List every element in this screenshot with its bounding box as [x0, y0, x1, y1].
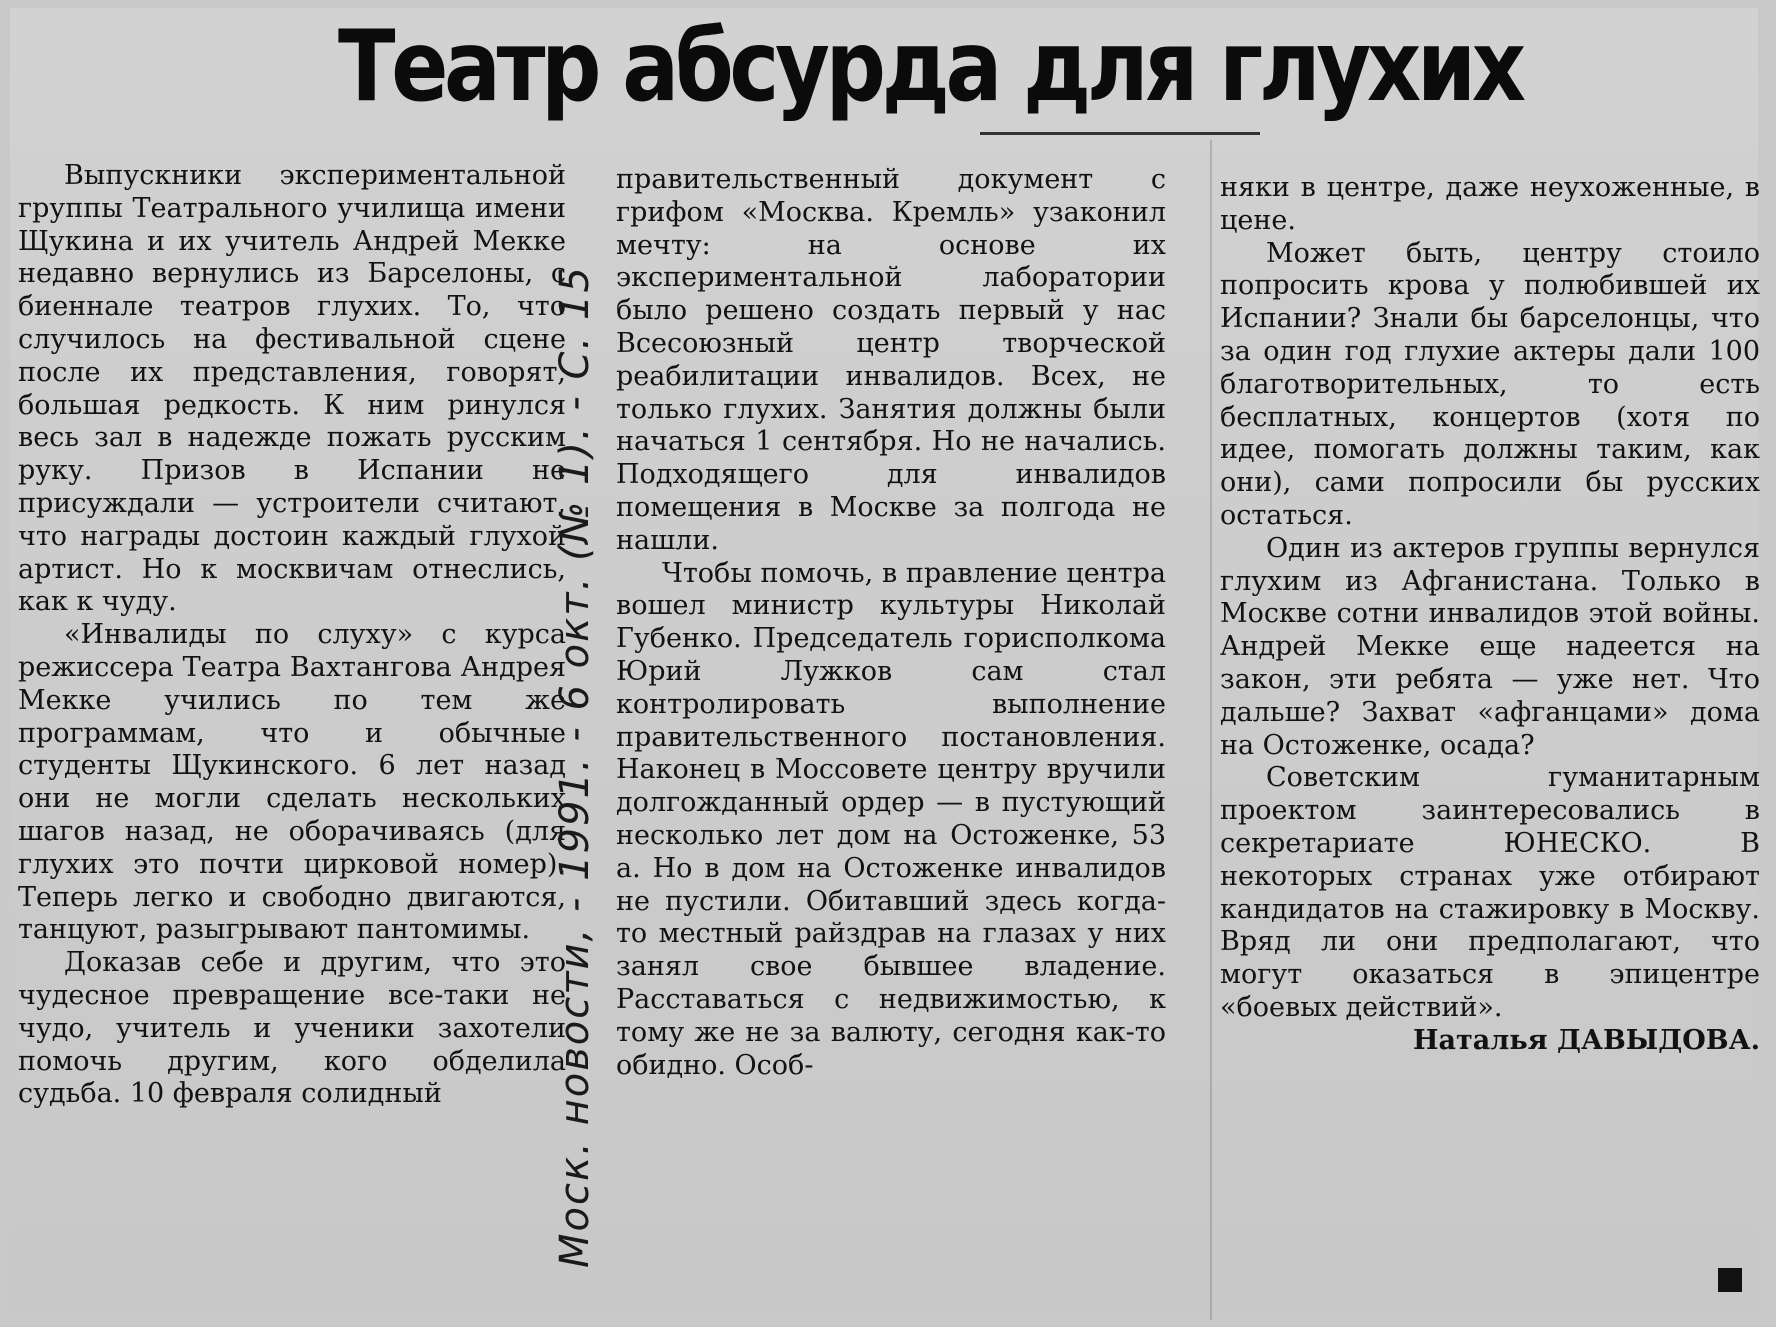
handwritten-source-note: Моск. новости, - 1991. - 6 окт. (№ 1). - С. 15 [552, 265, 598, 1268]
paragraph: Может быть, центру стоило попросить крова у полюбившей их Испании? Знали бы барселонцы, что за один год глухие актеры дали 100 благотворительных, то есть бесплатных, концертов (хотя по идее, помогать должны таким, как они), сами попросили бы русских остаться. [1220, 237, 1760, 531]
article-title: Театр абсурда для глухих [338, 10, 1522, 124]
paragraph: Один из актеров группы вернулся глухим из Афганистана. Только в Москве сотни инвалидов этой войны. Андрей Мекке еще надеется на закон, эти ребята — уже нет. Что дальше? Захват «афганцами» дома на Остоженке, осада? [1220, 532, 1760, 761]
paragraph: «Инвалиды по слуху» с курса режиссера Театра Вахтангова Андрея Мекке учились по тем же программам, что и обычные студенты Щукинского. 6 лет назад они не могли сделать нескольких шагов назад, не оборачиваясь (для глухих это почти цирковой номер). Теперь легко и свободно двигаются, танцуют, разыгрывают пантомимы. [18, 619, 566, 946]
paragraph: Советским гуманитарным проектом заинтересовались в секретариате ЮНЕСКО. В некоторых странах уже отбирают кандидатов на стажировку в Москву. Вряд ли они предполагают, что могут оказаться в эпицентре «боевых действий». [1220, 762, 1760, 1023]
article-column-2 [616, 164, 1166, 1082]
author-byline: Наталья ДАВЫДОВА. [1413, 1024, 1760, 1056]
paragraph: Чтобы помочь, в правление центра вошел министр культуры Николай Губенко. Председатель горисполкома Юрий Лужков сам стал контролировать выполнение правительственного постановления. Наконец в Моссовете центру вручили долгожданный ордер — в пустующий несколько лет дом на Остоженке, 53 а. Но в дом на Остоженке инвалидов не пустили. Обитавший здесь когда-то местный райздрав на глазах у них занял свое бывшее владение. Расставаться с недвижимостью, к тому же не за валюту, сегодня как-то обидно. Особ- [616, 557, 1166, 1081]
article-column-3 [1220, 172, 1760, 1058]
paper-fold-line [1210, 140, 1212, 1320]
paragraph: няки в центре, даже неухоженные, в цене. [1220, 172, 1760, 236]
paragraph: Доказав себе и другим, что это чудесное превращение все-таки не чудо, учитель и ученики захотели помочь другим, кого обделила судьба. 10 февраля солидный [18, 947, 566, 1110]
article-column-1 [18, 160, 566, 1111]
paragraph: правительственный документ с грифом «Москва. Кремль» узаконил мечту: на основе их экспериментальной лаборатории было решено создать первый у нас Всесоюзный центр творческой реабилитации инвалидов. Всех, не только глухих. Занятия должны были начаться 1 сентября. Но не начались. Подходящего для инвалидов помещения в Москве за полгода не нашли. [616, 164, 1166, 556]
paragraph: Выпускники экспериментальной группы Театрального училища имени Щукина и их учитель Андрей Мекке недавно вернулись из Барселоны, с биеннале театров глухих. То, что случилось на фестивальной сцене после их представления, говорят, большая редкость. К ним ринулся весь зал в надежде пожать русским руку. Призов в Испании не присуждали — устроители считают, что награды достоин каждый глухой артист. Но к москвичам отнеслись, как к чуду. [18, 160, 566, 618]
title-underline [980, 132, 1260, 135]
end-of-article-mark [1718, 1268, 1742, 1292]
